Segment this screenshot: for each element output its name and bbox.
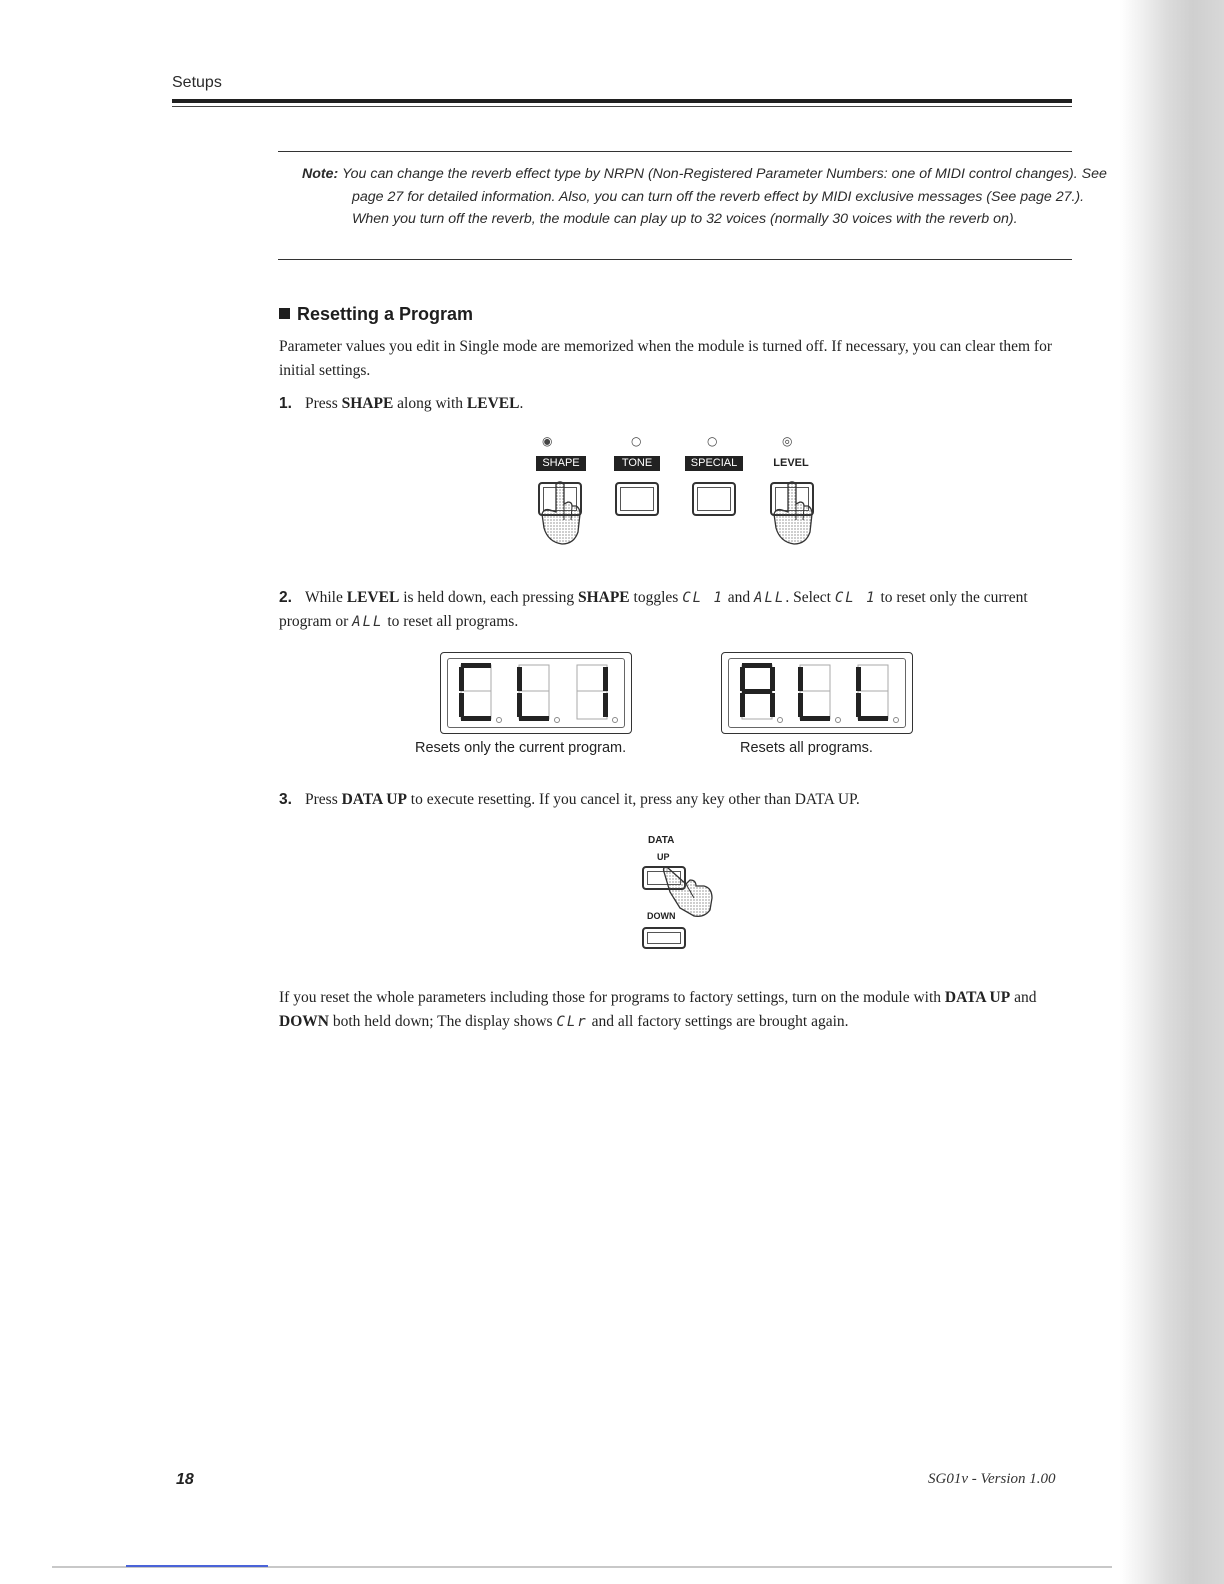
data-keys-figure [620, 832, 730, 956]
seven-seg-all-icon [722, 653, 912, 733]
note-top-rule [278, 151, 1072, 152]
display-cl1 [440, 652, 632, 734]
note-text: You can change the reverb effect type by NRPN (Non-Registered Parameter Numbers: one of MIDI control changes). See page 27 for detailed information. Also, you can turn off the reverb effect by MIDI exclusive messages (See page 27.). When you turn off the reverb, the module can play up to 32 voices (normally 30 voices with the reverb on). [341, 166, 1107, 227]
para-text: both held down; The display shows [328, 1013, 557, 1030]
page-edge-shadow [1120, 0, 1224, 1584]
led-off-icon: ○ [707, 434, 718, 448]
step-2 [279, 586, 1075, 634]
key-name: DOWN [279, 1013, 329, 1030]
key-name: SHAPE [341, 395, 394, 412]
key-name: LEVEL [466, 395, 520, 412]
display-code: CLr [556, 1014, 588, 1030]
led-lit-icon: ◎ [782, 434, 793, 448]
header-rule [172, 99, 1072, 103]
step-text: is held down, each pressing [399, 589, 578, 606]
key-name: LEVEL [346, 589, 400, 606]
led-off-icon: ○ [631, 434, 642, 448]
version-footer: SG01v - Version 1.00 [928, 1471, 1056, 1487]
up-label: UP [657, 852, 670, 862]
header-rule-thin [172, 106, 1072, 107]
special-label: SPECIAL [685, 456, 743, 471]
step-text: While [305, 589, 347, 606]
note-block [302, 163, 1112, 231]
pressing-finger-icon [770, 480, 816, 546]
step-text: . Select [785, 589, 835, 606]
step-number: 3. [279, 791, 292, 808]
step-number: 2. [279, 589, 292, 606]
display-code: ALL [754, 590, 786, 606]
step-1 [279, 392, 1075, 416]
section-intro: Parameter values you edit in Single mode are memorized when the module is turned off. If necessary, you can clear them for initial settings. [279, 338, 1053, 379]
para-text: and [1010, 989, 1037, 1006]
key-name: DATA UP [341, 791, 407, 808]
step-text: to reset all programs. [383, 613, 519, 630]
para-text: and all factory settings are brought again. [587, 1013, 849, 1030]
seven-seg-cl1-icon [441, 653, 631, 733]
key-name: DATA UP [944, 989, 1011, 1006]
data-label: DATA [648, 835, 675, 846]
step-text: toggles [629, 589, 683, 606]
step-text: to execute resetting. If you cancel it, press any key other than DATA UP. [406, 791, 860, 808]
led-blinking-icon: ◉ [542, 434, 553, 448]
step-3 [279, 788, 1075, 812]
special-key [692, 482, 736, 516]
factory-reset-paragraph [279, 986, 1075, 1034]
step-number: 1. [279, 395, 292, 412]
square-bullet-icon [279, 308, 290, 319]
section-title: Resetting a Program [297, 304, 474, 324]
para-text: If you reset the whole parameters including those for programs to factory settings, turn on the module with [279, 989, 945, 1006]
step-text: . [519, 395, 524, 412]
key-name: SHAPE [577, 589, 630, 606]
step-text: Press [305, 791, 342, 808]
display-code: CL 1 [834, 590, 877, 606]
down-label: DOWN [647, 911, 676, 921]
page-number: 18 [176, 1471, 194, 1488]
display-code: ALL [352, 614, 384, 630]
caption-all-programs: Resets all programs. [740, 740, 873, 756]
step-text: Press [305, 395, 342, 412]
level-label: LEVEL [773, 457, 809, 469]
caption-current-program: Resets only the current program. [415, 740, 627, 756]
tone-label: TONE [614, 456, 660, 471]
display-all [721, 652, 913, 734]
data-down-key [642, 927, 686, 949]
display-code: CL 1 [682, 590, 724, 606]
note-label: Note: [302, 166, 339, 182]
button-panel-figure [520, 430, 840, 550]
step-text: to reset only the current program or [279, 589, 1028, 630]
pressing-finger-icon [538, 480, 584, 546]
bottom-blue-mark [126, 1565, 268, 1567]
step-text: and [723, 589, 755, 606]
shape-label: SHAPE [536, 456, 586, 471]
section-heading [279, 304, 473, 325]
pressing-finger-icon [660, 866, 720, 918]
running-head: Setups [172, 74, 222, 91]
step-text: along with [393, 395, 467, 412]
note-bottom-rule [278, 259, 1072, 260]
tone-key [615, 482, 659, 516]
